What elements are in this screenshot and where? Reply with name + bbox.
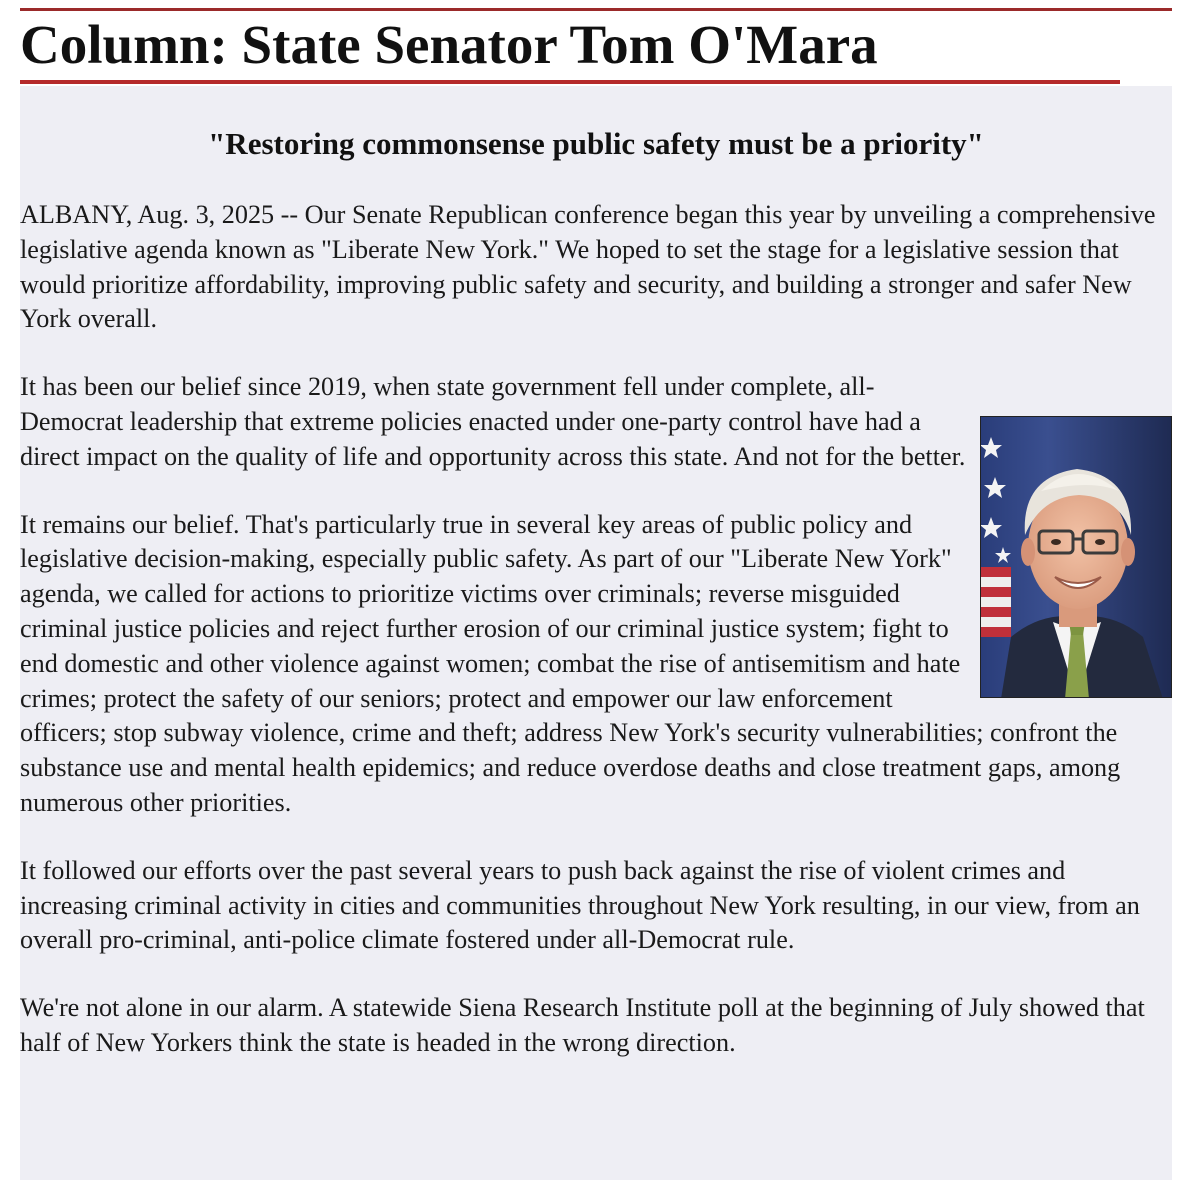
title-divider	[20, 80, 1120, 84]
portrait-illustration	[981, 417, 1172, 698]
article-paragraph-5: We're not alone in our alarm. A statewide Siena Research Institute poll at the beginning of July showed that half of New Yorkers think the state is headed in the wrong direction.	[20, 993, 1145, 1057]
article-subtitle: "Restoring commonsense public safety must be a priority"	[208, 126, 984, 161]
article-body	[20, 198, 1172, 1094]
page-title: Column: State Senator Tom O'Mara	[20, 14, 878, 75]
article-paragraph-2: It has been our belief since 2019, when state government fell under complete, all-Democrat leadership that extreme policies enacted under one-party control have had a direct impact on the quality of life and opportunity across this state. And not for the better.	[20, 372, 966, 471]
article-container	[20, 86, 1172, 1180]
article-paragraph-1: ALBANY, Aug. 3, 2025 -- Our Senate Republican conference began this year by unveiling a comprehensive legislative agenda known as "Liberate New York." We hoped to set the stage for a legislative session that would prioritize affordability, improving public safety and security, and building a stronger and safer New York overall.	[20, 200, 1156, 334]
article-paragraph-3: It remains our belief. That's particularly true in several key areas of public policy and legislative decision-making, especially public safety. As part of our "Liberate New York" agenda, we called for actions to prioritize victims over criminals; reverse misguided criminal justice policies and reject further erosion of our criminal justice system; fight to end domestic and other violence against women; combat the rise of antisemitism and hate crimes; protect the safety of our seniors; protect and empower our law enforcement officers; stop subway violence, crime and theft; address New York's security vulnerabilities; confront the substance use and mental health epidemics; and reduce overdose deaths and close treatment gaps, among numerous other priorities.	[20, 509, 1121, 817]
author-portrait	[980, 416, 1172, 698]
article-paragraph-4: It followed our efforts over the past several years to push back against the rise of violent crimes and increasing criminal activity in cities and communities throughout New York resulting, in our view, from an overall pro-criminal, anti-police climate fostered under all-Democrat rule.	[20, 855, 1140, 955]
top-divider	[20, 8, 1172, 11]
